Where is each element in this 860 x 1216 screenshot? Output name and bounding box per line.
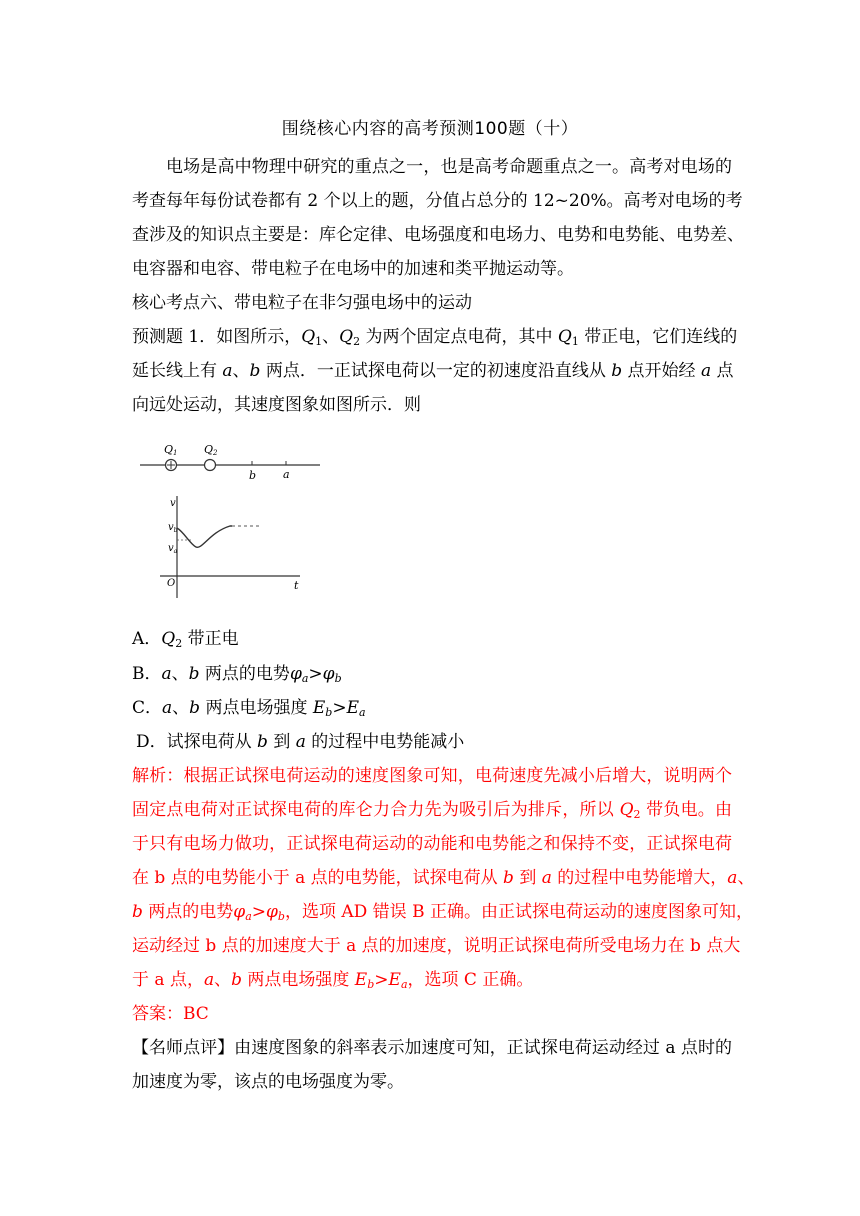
analysis-line-4: 在 b 点的电势能小于 a 点的电势能，试探电荷从 b 到 a 的过程中电势能增大，a、 (132, 868, 755, 888)
option-c: C．a、b 两点电场强度 $E_b>E_a$ (132, 698, 366, 719)
va-label: $v_a$ (168, 543, 178, 555)
intro-line-2: 考查每年每份试卷都有 2 个以上的题，分值占总分的 12~20%。高考对电场的考 (132, 191, 743, 211)
option-a: A．$Q_2$ 带正电 (132, 629, 239, 650)
analysis-line-2: 固定点电荷对正试探电荷的库仑力合力先为吸引后为排斥，所以 $Q_2$ 带负电。由 (132, 800, 733, 821)
comment-line-2: 加速度为零，该点的电场强度为零。 (132, 1072, 404, 1092)
option-b: B．a、b 两点的电势$\varphi_a>\varphi_b$ (132, 664, 342, 685)
charge-q2-circle (205, 460, 216, 471)
page-title: 围绕核心内容的高考预测100题（十） (281, 119, 579, 139)
v-axis-label: v (170, 498, 176, 509)
analysis-line-1: 解析：根据正试探电荷运动的速度图象可知，电荷速度先减小后增大，说明两个 (132, 766, 732, 786)
question-line-2: 延长线上有 a、b 两点．一正试探电荷以一定的初速度沿直线从 b 点开始经 a 点 (132, 361, 734, 381)
question-line-3: 向远处运动，其速度图象如图所示．则 (132, 395, 421, 415)
point-a-label: a (283, 468, 290, 481)
analysis-line-6: 运动经过 b 点的加速度大于 a 点的加速度，说明正试探电荷所受电场力在 b 点大 (132, 936, 741, 956)
origin-label: O (167, 578, 176, 589)
option-d: D．试探电荷从 b 到 a 的过程中电势能减小 (136, 732, 465, 752)
question-line-1: 预测题 1．如图所示，$Q_1$、$Q_2$ 为两个固定点电荷，其中 $Q_1$ 带正电，它们连线的 (132, 327, 738, 348)
vb-label: $v_b$ (168, 522, 178, 534)
charge-q1-label: Q1 (164, 443, 178, 457)
analysis-line-7: 于 a 点，a、b 两点电场强度 $E_b>E_a$，选项 C 正确。 (132, 970, 534, 991)
intro-line-4: 电容器和电容、带电粒子在电场中的加速和类平抛运动等。 (132, 259, 574, 279)
comment-line-1: 【名师点评】由速度图象的斜率表示加速度可知，正试探电荷运动经过 a 点时的 (132, 1038, 732, 1058)
analysis-line-5: b 两点的电势$\varphi_a>\varphi_b$，选项 AD 错误 B 正确。由正试探电荷运动的速度图象可知， (132, 902, 753, 923)
answer-line: 答案：BC (132, 1004, 209, 1024)
question-figure (140, 440, 340, 600)
charge-q2-label: Q2 (204, 443, 218, 457)
analysis-line-3: 于只有电场力做功，正试探电荷运动的动能和电势能之和保持不变，正试探电荷 (132, 834, 732, 854)
intro-line-1: 电场是高中物理中研究的重点之一，也是高考命题重点之一。高考对电场的 (166, 157, 732, 177)
point-b-label: b (249, 469, 257, 482)
section-heading: 核心考点六、带电粒子在非匀强电场中的运动 (132, 293, 472, 313)
t-axis-label: t (294, 579, 299, 592)
velocity-curve (177, 526, 232, 547)
intro-line-3: 查涉及的知识点主要是：库仑定律、电场强度和电场力、电势和电势能、电势差、 (132, 225, 744, 245)
